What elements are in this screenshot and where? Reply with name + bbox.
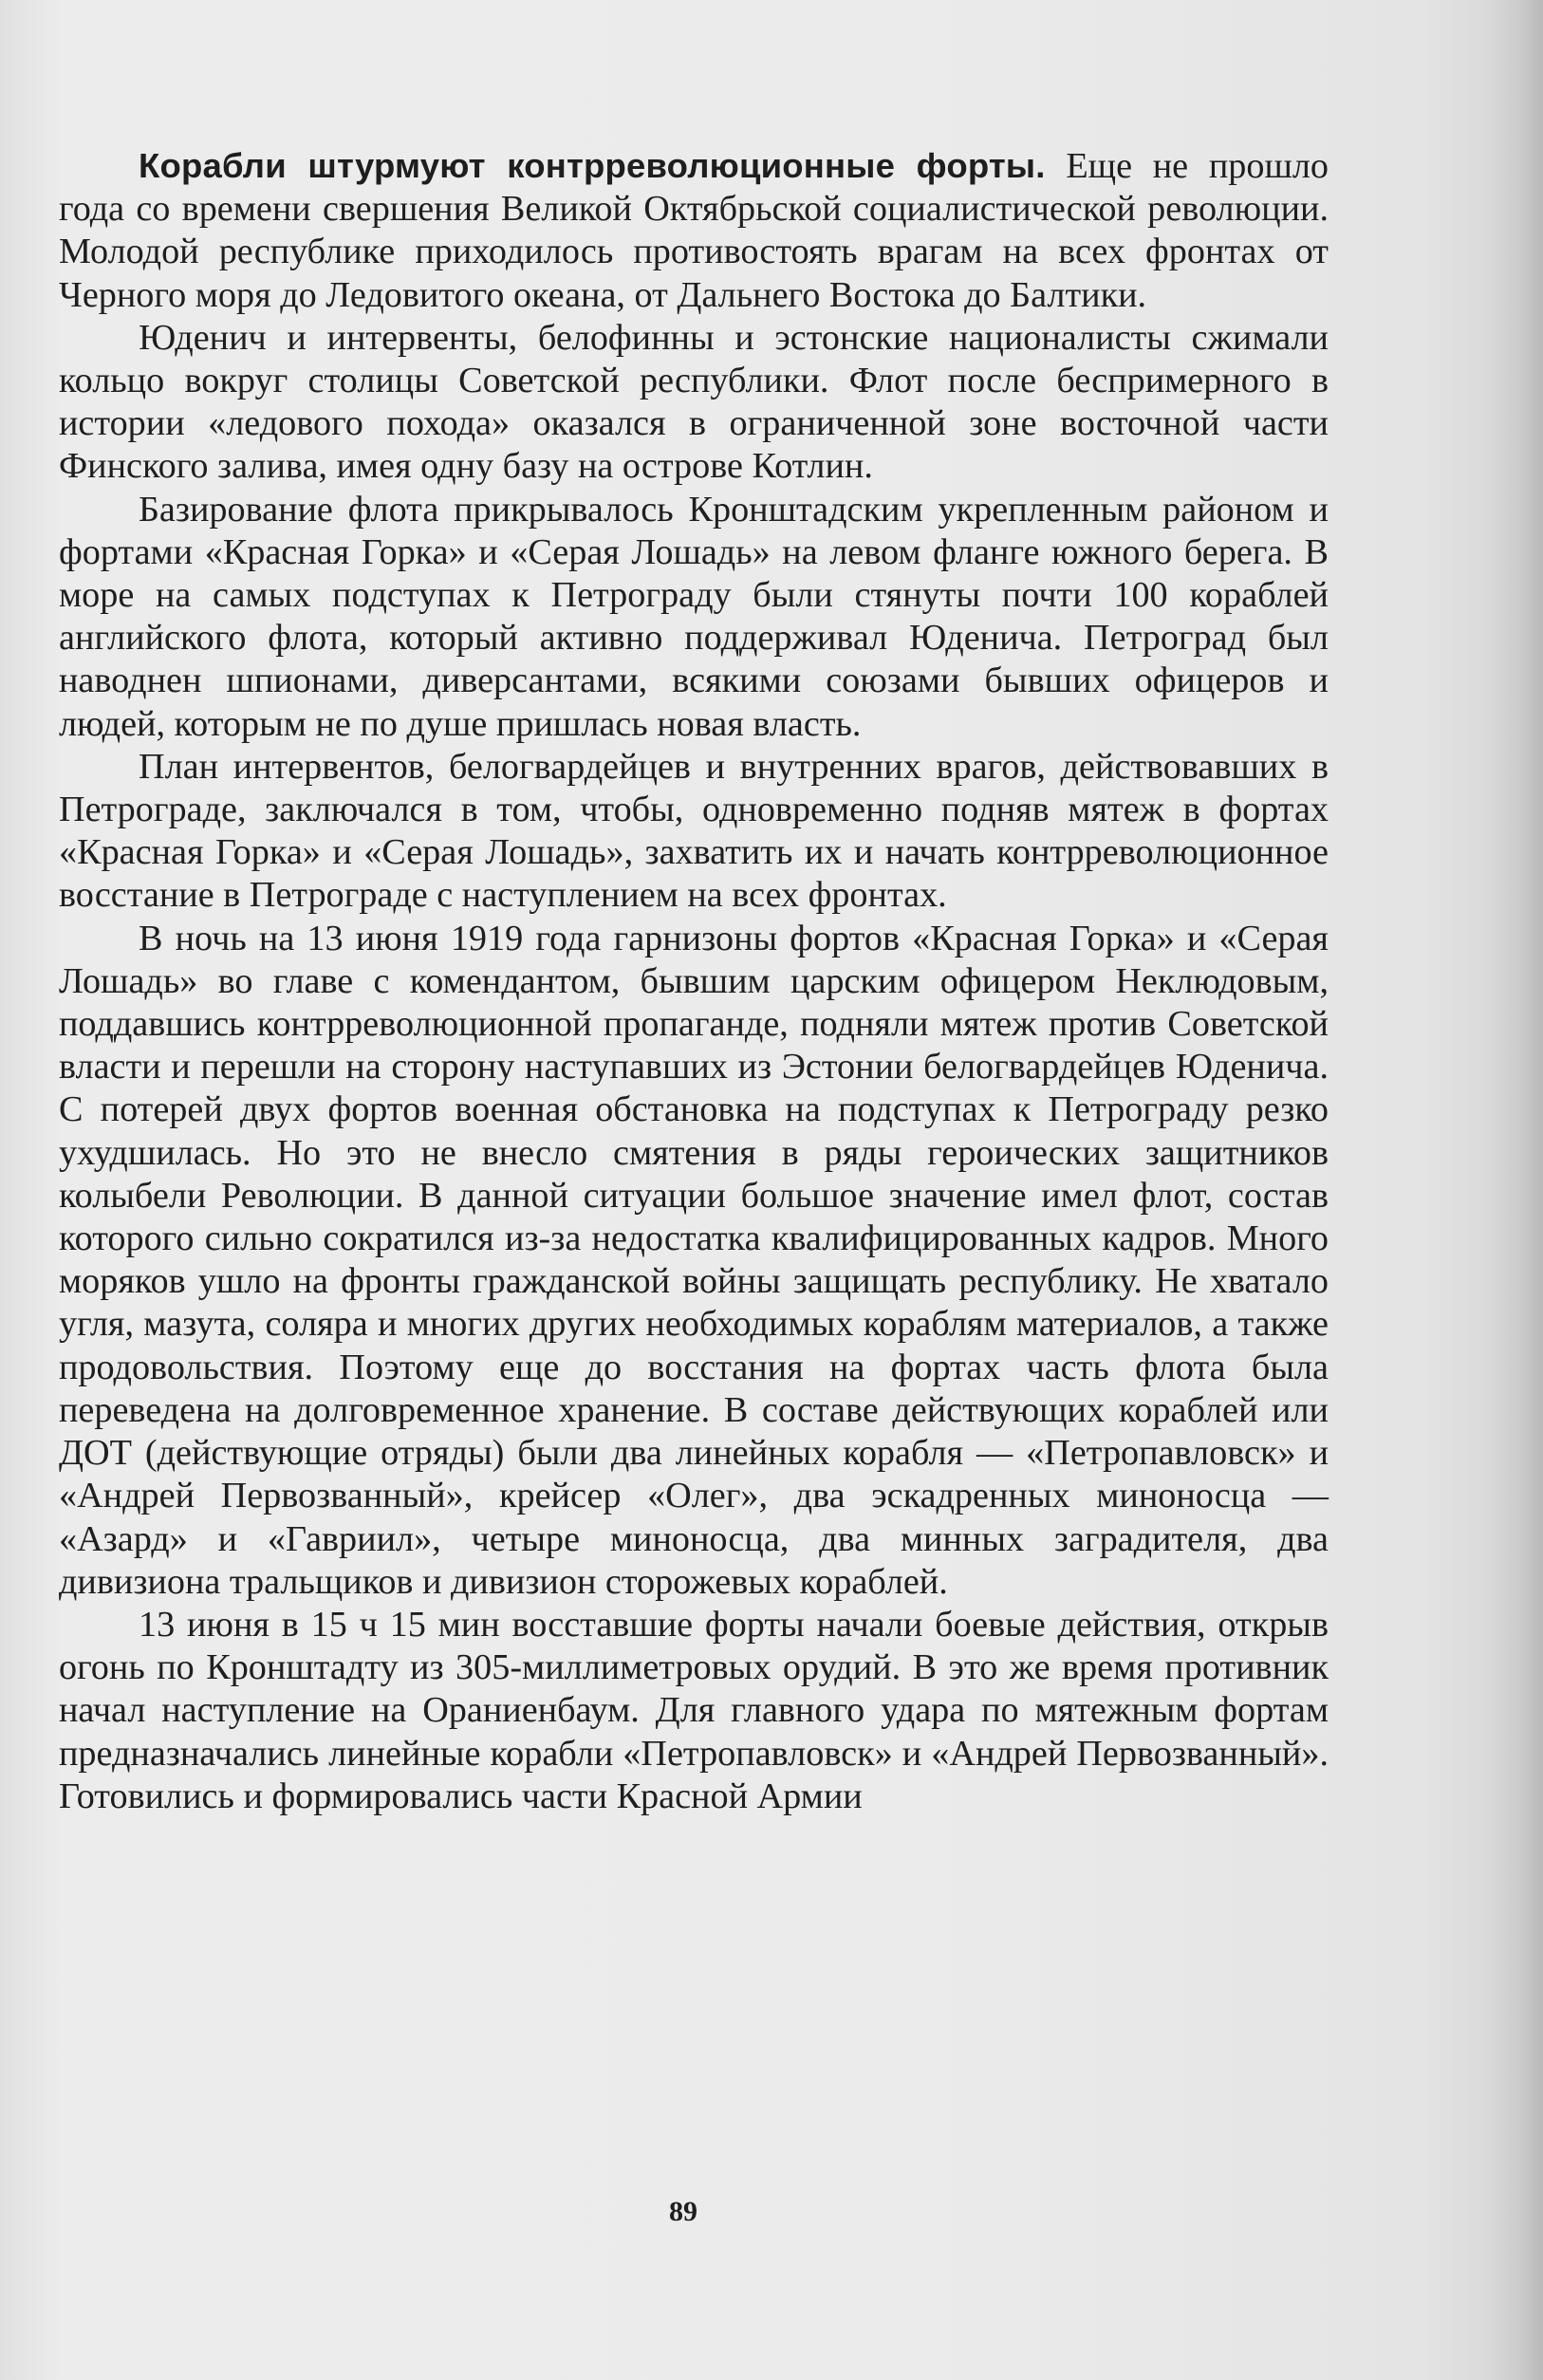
paragraph-3: Базирование флота прикрывалось Кронштадским укрепленным районом и фортами «Красная Горка» и «Серая Лошадь» на левом фланге южного берега. В море на самых подступах к Петрограду были стянуты почти 100 кораблей английского флота, который активно поддерживал Юденича. Петроград был наводнен шпионами, диверсантами, всякими союзами бывших офицеров и людей, которым не по душе пришлась новая власть. bbox=[59, 489, 1329, 744]
section-heading: Корабли штурмуют контрреволюционные форты. bbox=[139, 146, 1046, 185]
paragraph-2: Юденич и интервенты, белофинны и эстонские националисты сжимали кольцо вокруг столицы Советской республики. Флот после беспримерного в истории «ледового похода» оказался в ограниченной зоне восточной части Финского залива, имея одну базу на острове Котлин. bbox=[59, 317, 1329, 487]
page-number: 89 bbox=[669, 2196, 697, 2227]
paragraph-6: 13 июня в 15 ч 15 мин восставшие форты начали боевые действия, открыв огонь по Кронштадту из 305-миллиметровых орудий. В это же время противник начал наступление на Ораниенбаум. Для главного удара по мятежным фортам предназначались линейные корабли «Петропавловск» и «Андрей Первозванный». Готовились и формировались части Красной Армии bbox=[59, 1604, 1329, 1816]
paragraph-5: В ночь на 13 июня 1919 года гарнизоны фортов «Красная Горка» и «Серая Лошадь» во главе с комендантом, бывшим царским офицером Неклюдовым, поддавшись контрреволюционной пропаганде, подняли мятеж против Советской власти и перешли на сторону наступавших из Эстонии белогвардейцев Юденича. С потерей двух фортов военная обстановка на подступах к Петрограду резко ухудшилась. Но это не внесло смятения в ряды героических защитников колыбели Революции. В данной ситуации большое значение имел флот, состав которого сильно сократился из-за недостатка квалифицированных кадров. Много моряков ушло на фронты гражданской войны защищать республику. Не хватало угля, мазута, соляра и многих других необходимых кораблям материалов, а также продовольствия. Поэтому еще до восстания на фортах часть флота была переведена на долговременное хранение. В составе действующих кораблей или ДОТ (действующие отряды) были два линейных корабля — «Петропавловск» и «Андрей Первозванный», крейсер «Олег», два эскадренных миноносца — «Азард» и «Гавриил», четыре миноносца, два минных заградителя, два дивизиона тральщиков и дивизион сторожевых кораблей. bbox=[59, 918, 1329, 1602]
paragraph-4: План интервентов, белогвардейцев и внутренних врагов, действовавших в Петрограде, заключался в том, чтобы, одновременно подняв мятеж в фортах «Красная Горка» и «Серая Лошадь», захватить их и начать контрреволюционное восстание в Петрограде с наступлением на всех фронтах. bbox=[59, 746, 1329, 916]
paragraph-1-text: Еще не прошло года со времени свершения Великой Октябрьской социалистической революции. Молодой республике приходилось противостоять врагам на всех фронтах от Черного моря до Ледовитого океана, от Дальнего Востока до Балтики. bbox=[59, 146, 1329, 315]
body-text bbox=[59, 144, 1329, 1818]
page-edge-shadow bbox=[1486, 0, 1543, 2380]
paragraph-1 bbox=[59, 144, 1329, 317]
